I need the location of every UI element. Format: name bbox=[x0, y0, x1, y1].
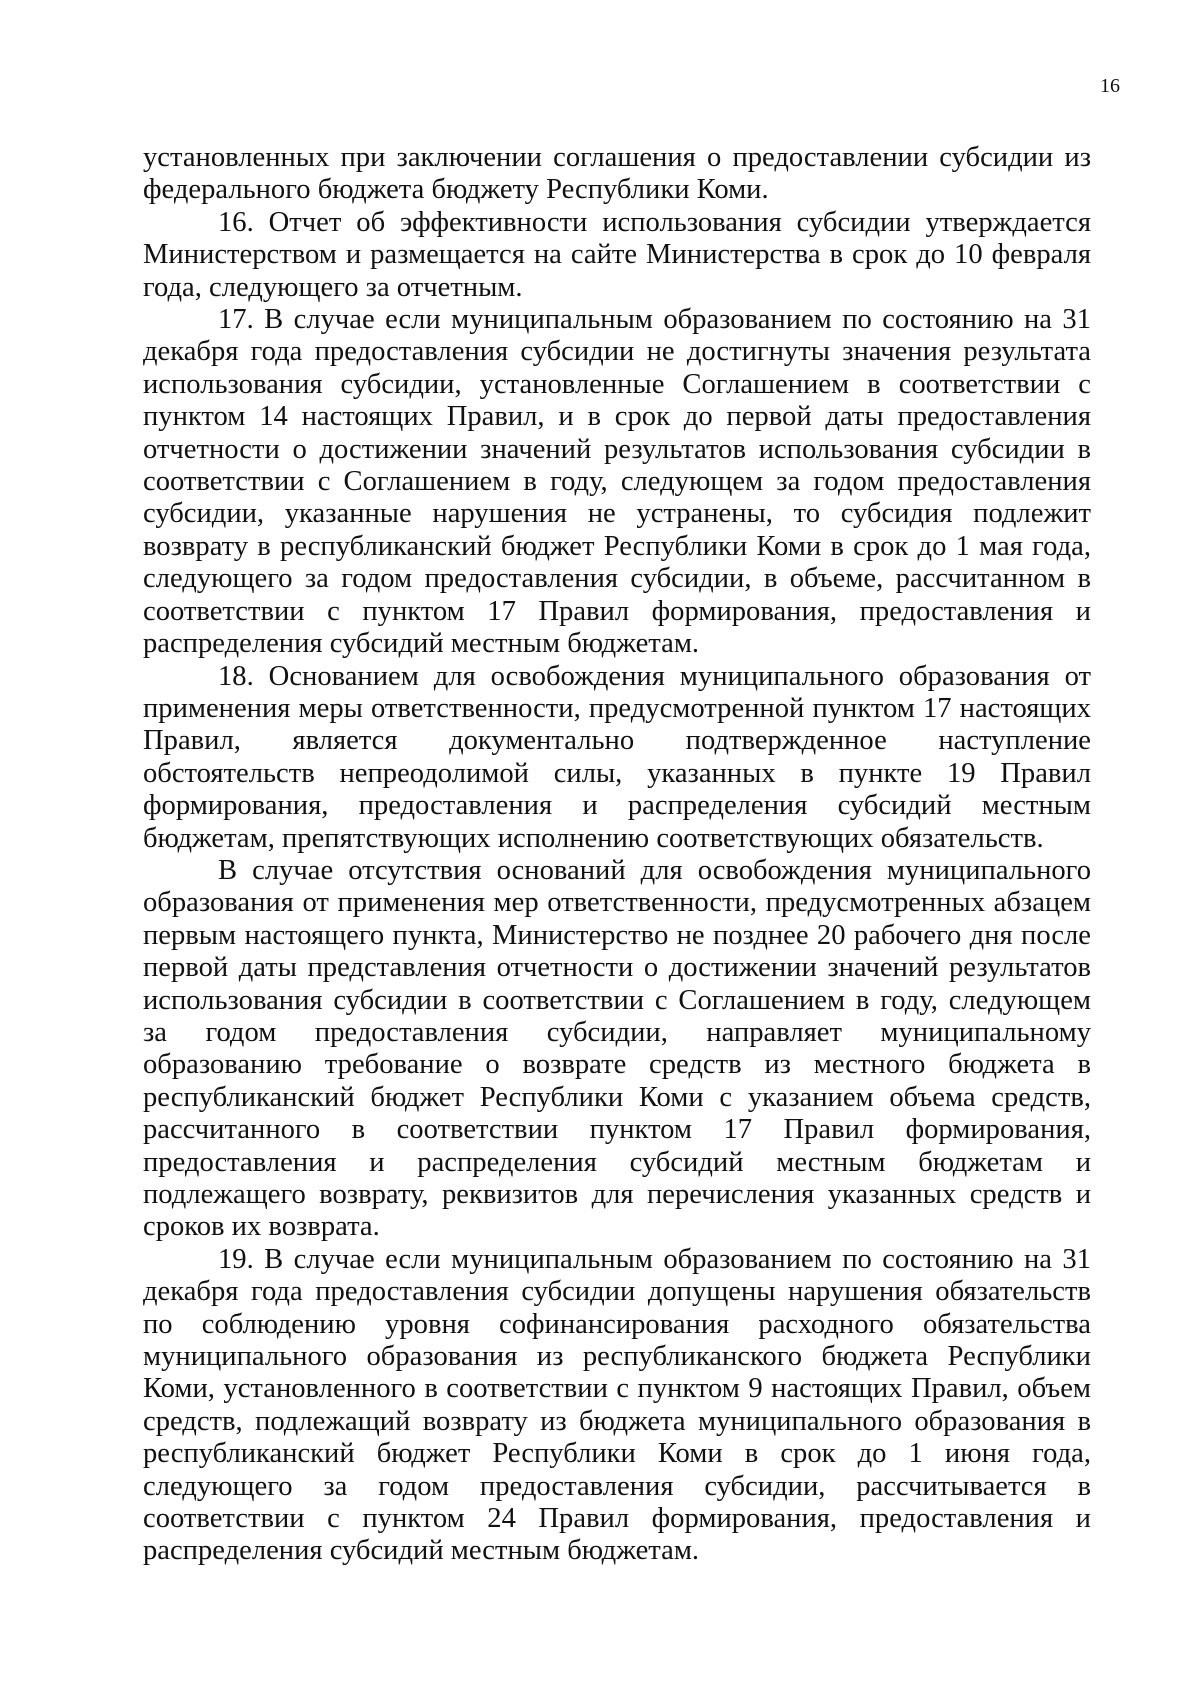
paragraph-continuation: установленных при заключении соглашения о предоставлении субсидии из федерального бюджета бюджету Республики Коми. bbox=[143, 142, 1091, 206]
paragraph-16: 16. Отчет об эффективности использования субсидии утверждается Министерством и размещается на сайте Министерства в срок до 10 февраля года, следующего за отчетным. bbox=[143, 206, 1091, 303]
paragraph-18-second: В случае отсутствия оснований для освобождения муниципального образования от применения мер ответственности, предусмотренных абзацем первым настоящего пункта, Министерство не позднее 20 рабочего дня после первой даты представления отчетности о достижении значений результатов использования субсидии в соответствии с Соглашением в году, следующем за годом предоставления субсидии, направляет муниципальному образованию требование о возврате средств из местного бюджета в республиканский бюджет Республики Коми с указанием объема средств, рассчитанного в соответствии пунктом 17 Правил формирования, предоставления и распределения субсидий местным бюджетам и подлежащего возврату, реквизитов для перечисления указанных средств и сроков их возврата. bbox=[143, 854, 1091, 1243]
paragraph-18: 18. Основанием для освобождения муниципального образования от применения меры ответственности, предусмотренной пунктом 17 настоящих Правил, является документально подтвержденное наступление обстоятельств непреодолимой силы, указанных в пункте 19 Правил формирования, предоставления и распределения субсидий местным бюджетам, препятствующих исполнению соответствующих обязательств. bbox=[143, 660, 1091, 854]
document-body bbox=[143, 142, 1091, 1568]
paragraph-19: 19. В случае если муниципальным образованием по состоянию на 31 декабря года предоставления субсидии допущены нарушения обязательств по соблюдению уровня софинансирования расходного обязательства муниципального образования из республиканского бюджета Республики Коми, установленного в соответствии с пунктом 9 настоящих Правил, объем средств, подлежащий возврату из бюджета муниципального образования в республиканский бюджет Республики Коми в срок до 1 июня года, следующего за годом предоставления субсидии, рассчитывается в соответствии с пунктом 24 Правил формирования, предоставления и распределения субсидий местным бюджетам. bbox=[143, 1243, 1091, 1567]
page-number: 16 bbox=[1100, 75, 1120, 97]
paragraph-17: 17. В случае если муниципальным образованием по состоянию на 31 декабря года предоставления субсидии не достигнуты значения результата использования субсидии, установленные Соглашением в соответствии с пунктом 14 настоящих Правил, и в срок до первой даты предоставления отчетности о достижении значений результатов использования субсидии в соответствии с Соглашением в году, следующем за годом предоставления субсидии, указанные нарушения не устранены, то субсидия подлежит возврату в республиканский бюджет Республики Коми в срок до 1 мая года, следующего за годом предоставления субсидии, в объеме, рассчитанном в соответствии с пунктом 17 Правил формирования, предоставления и распределения субсидий местным бюджетам. bbox=[143, 304, 1091, 660]
